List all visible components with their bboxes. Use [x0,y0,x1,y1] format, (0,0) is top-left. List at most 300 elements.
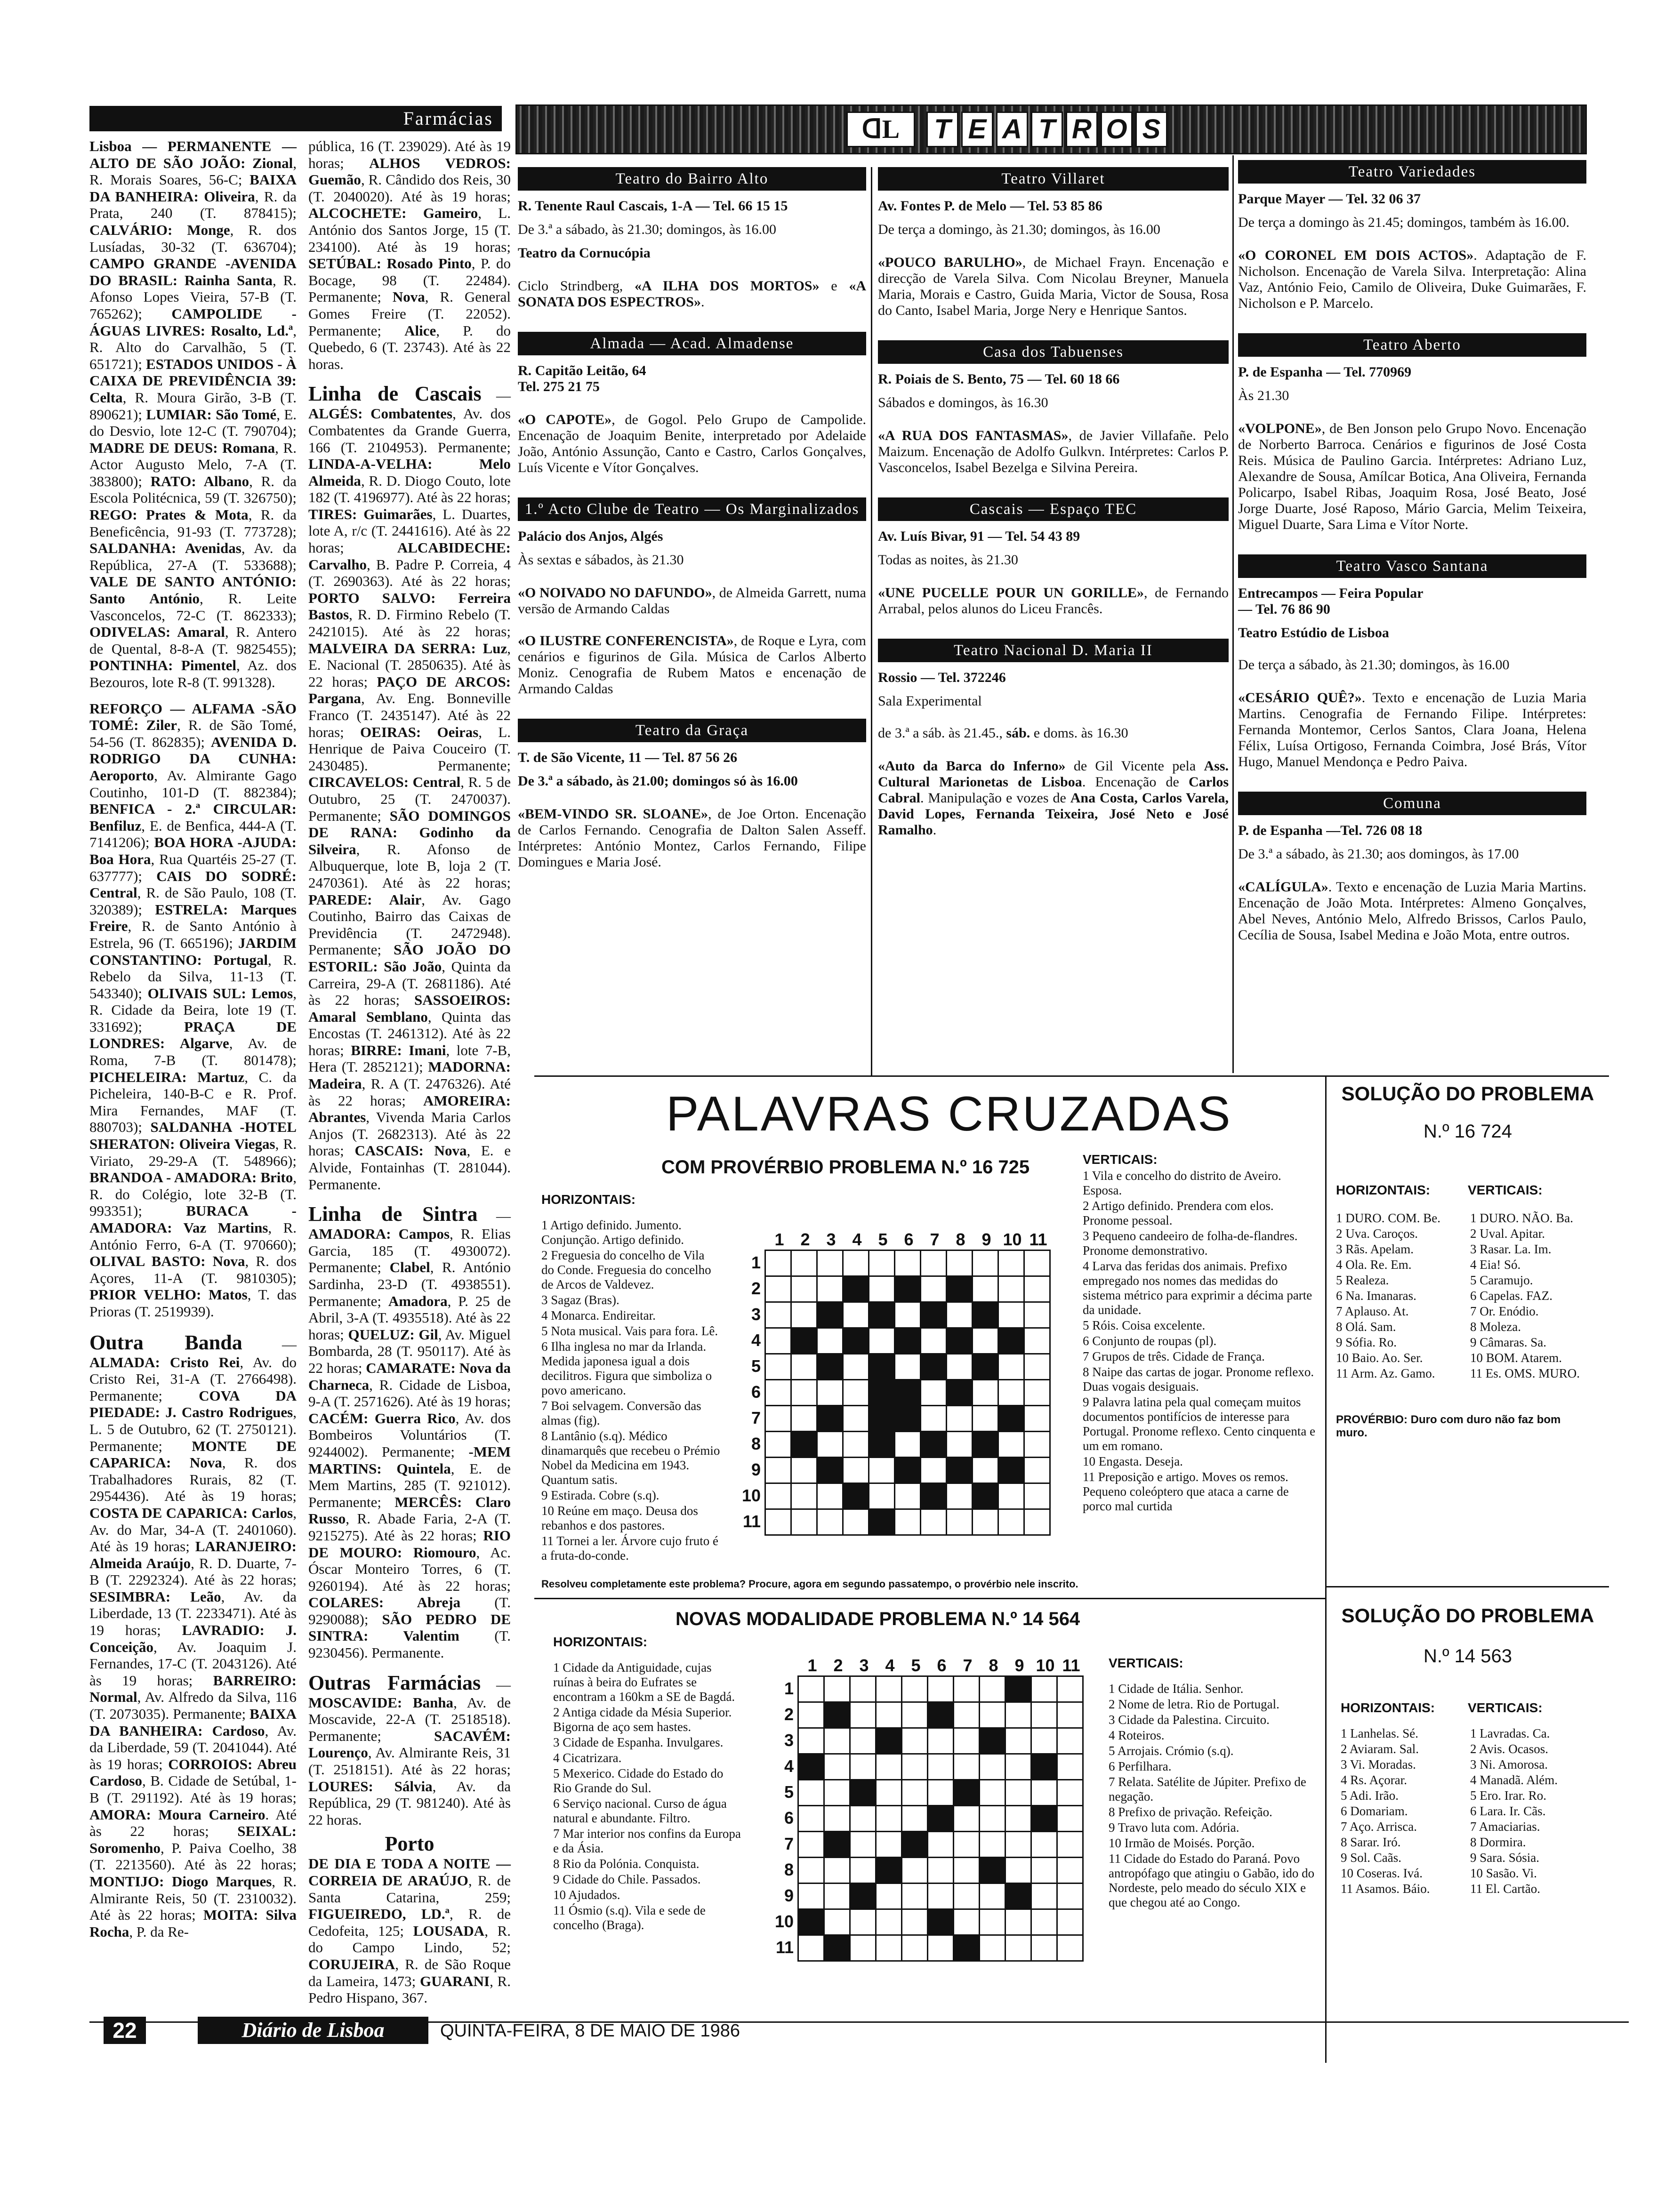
grid-cell[interactable] [765,1458,791,1483]
grid-black-cell [1031,1754,1057,1780]
grid-cell[interactable] [843,1380,869,1406]
grid-row-number: 11 [775,1938,794,1957]
grid-cell[interactable] [928,1728,954,1754]
grid-cell[interactable] [928,1935,954,1961]
grid-cell[interactable] [1057,1702,1083,1728]
grid-cell[interactable] [1057,1832,1083,1858]
solution-item: 4 Manadã. Além. [1470,1773,1558,1787]
grid-cell[interactable] [928,1883,954,1909]
grid-black-cell [998,1458,1024,1483]
clue-item: 4 Roteiros. [1109,1728,1165,1742]
grid-black-cell [869,1302,895,1328]
grid-cell[interactable] [902,1909,928,1935]
grid-black-cell [947,1328,973,1354]
grid-cell[interactable] [998,1509,1024,1535]
grid-cell[interactable] [850,1754,876,1780]
grid-cell[interactable] [921,1406,947,1432]
grid-cell[interactable] [876,1780,902,1806]
grid-row-number: 1 [784,1679,794,1698]
grid-cell[interactable] [921,1250,947,1276]
grid-cell[interactable] [1057,1935,1083,1961]
grid-black-cell [947,1276,973,1302]
grid-cell[interactable] [1024,1302,1050,1328]
grid-cell[interactable] [850,1832,876,1858]
grid-cell[interactable] [765,1483,791,1509]
grid-cell[interactable] [798,1676,824,1702]
grid-cell[interactable] [765,1432,791,1458]
grid-cell[interactable] [1031,1909,1057,1935]
grid-cell[interactable] [824,1806,850,1832]
grid-black-cell [824,1702,850,1728]
clue-item: 1 Vila e concelho do distrito de Aveiro. Esposa. [1083,1169,1281,1197]
grid-cell[interactable] [954,1858,980,1883]
grid-cell[interactable] [798,1806,824,1832]
grid-cell[interactable] [895,1509,921,1535]
grid-cell[interactable] [980,1702,1005,1728]
grid-cell[interactable] [980,1832,1005,1858]
grid-cell[interactable] [798,1780,824,1806]
theatre-listing [878,497,1229,617]
grid-cell[interactable] [798,1935,824,1961]
grid-cell[interactable] [1005,1858,1031,1883]
grid-cell[interactable] [954,1676,980,1702]
grid-cell[interactable] [998,1380,1024,1406]
solution-item: 5 Adi. Irão. [1341,1788,1399,1803]
solution-item: 4 Eia! Só. [1470,1258,1521,1272]
grid-cell[interactable] [1024,1354,1050,1380]
grid-column-number: 3 [859,1656,869,1675]
solution-item: 3 Ni. Amorosa. [1470,1757,1548,1771]
clue-item: 9 Palavra latina pela qual começam muitos documentos pontifícios de interesse para Portugal. Pronome reflexo. Cento cinquenta e um em romano. [1083,1395,1316,1453]
grid-cell[interactable] [817,1483,843,1509]
grid-row-number: 2 [751,1279,761,1298]
grid-cell[interactable] [817,1250,843,1276]
grid-cell[interactable] [998,1354,1024,1380]
theatre-play: «POUCO BARULHO», de Michael Frayn. Encenação e direcção de Varela Silva. Com Nicolau Breyner, Manuela Maria, Morais e Castro, Guida Maria, Victor de Sousa, Rosa do Canto, Isabel Maria, Jorge Nery e Henrique Santos. [878,255,1229,318]
grid-row-number: 5 [751,1356,761,1376]
grid-cell[interactable] [921,1328,947,1354]
grid-cell[interactable] [947,1483,973,1509]
theatre-address: P. de Espanha —Tel. 726 08 18 [1238,823,1423,838]
grid-cell[interactable] [947,1509,973,1535]
theatre-listing [878,167,1229,319]
grid-cell[interactable] [1031,1702,1057,1728]
grid-cell[interactable] [998,1302,1024,1328]
grid-black-cell [921,1483,947,1509]
grid-cell[interactable] [902,1754,928,1780]
clue-item: 4 Cicatrizara. [553,1751,622,1765]
grid-cell[interactable] [998,1250,1024,1276]
grid-cell[interactable] [1057,1858,1083,1883]
clue-item: 1 Cidade de Itália. Senhor. [1109,1682,1244,1696]
grid-black-cell [973,1432,998,1458]
grid-cell[interactable] [798,1858,824,1883]
theatre-schedule: Sala Experimental de 3.ª a sáb. às 21.45., sáb. e doms. às 16.30 [878,693,1128,741]
grid-cell[interactable] [824,1883,850,1909]
clue-item: 4 Larva das feridas dos animais. Prefixo empregado nos nomes das medidas do sistema métrico para exprimir a décima parte da unidade. [1083,1259,1312,1317]
grid-cell[interactable] [947,1250,973,1276]
theatre-address: R. Poiais de S. Bento, 75 — Tel. 60 18 66 [878,371,1120,387]
clue-item: 5 Nota musical. Vais para fora. Lê. [541,1324,718,1338]
grid-cell[interactable] [765,1328,791,1354]
solution-horizontais-list [1336,1211,1468,1382]
grid-row-number: 7 [784,1834,794,1853]
grid-cell[interactable] [876,1676,902,1702]
theatre-listing [518,497,866,697]
grid-cell[interactable] [1024,1406,1050,1432]
solution-title: SOLUÇÃO DO PROBLEMA [1341,1604,1594,1627]
grid-cell[interactable] [1031,1858,1057,1883]
grid-cell[interactable] [895,1250,921,1276]
grid-cell[interactable] [973,1458,998,1483]
solution-item: 1 Lanhelas. Sé. [1341,1726,1418,1740]
grid-cell[interactable] [1031,1728,1057,1754]
solution-item: 11 Es. OMS. MURO. [1470,1366,1580,1380]
theatre-play: «CESÁRIO QUÊ?». Texto e encenação de Luzia Maria Martins. Cenografia de Fernando Filipe. Intérpretes: Fernanda Montemor, Cerlos Santos, Clara Joana, Helena Félix, Luísa Ortigoso, Fernanda Coimbra, José Brás, Vítor Hugo, Manuel Mendonça e Pedro Paiva. [1238,690,1586,769]
grid-cell[interactable] [1005,1754,1031,1780]
grid-cell[interactable] [921,1276,947,1302]
grid-black-cell [947,1458,973,1483]
grid-cell[interactable] [1024,1509,1050,1535]
grid-black-cell [928,1806,954,1832]
grid-cell[interactable] [902,1676,928,1702]
grid-cell[interactable] [1057,1728,1083,1754]
solution-horizontais-list [1341,1726,1468,1897]
grid-cell[interactable] [798,1832,824,1858]
grid-cell[interactable] [973,1406,998,1432]
grid-cell[interactable] [850,1935,876,1961]
grid-cell[interactable] [973,1509,998,1535]
grid-cell[interactable] [902,1702,928,1728]
clue-item: 8 Naipe das cartas de jogar. Pronome reflexo. Duas vogais desiguais. [1083,1365,1314,1394]
grid-cell[interactable] [1005,1909,1031,1935]
grid-cell[interactable] [791,1458,817,1483]
clue-item: 3 Sagaz (Bras). [541,1293,619,1307]
grid-cell[interactable] [973,1250,998,1276]
farmacias-porto-title: Porto [385,1832,434,1856]
theatre-schedule: De terça a domingo às 21.45; domingos, também às 16.00. [1238,215,1570,230]
grid-cell[interactable] [1031,1780,1057,1806]
grid-column-number: 1 [807,1656,817,1675]
grid-cell[interactable] [928,1858,954,1883]
grid-black-cell [947,1380,973,1406]
grid-cell[interactable] [902,1806,928,1832]
clue-item: 11 Cidade do Estado do Paraná. Povo antropófago que atingiu o Gabão, ido do Nordeste, pelo meado do século XIX e que chegou até ao Congo. [1109,1851,1315,1909]
solution-1-panel [1325,1075,1609,1587]
grid-cell[interactable] [843,1509,869,1535]
grid-column-number: 10 [1003,1230,1022,1249]
crossword-title [666,1086,1232,1142]
grid-row-number: 10 [741,1486,761,1505]
grid-cell[interactable] [902,1935,928,1961]
grid-cell[interactable] [947,1302,973,1328]
crossword-1-panel [534,1075,1325,1599]
grid-cell[interactable] [876,1832,902,1858]
solution-horizontais-label: HORIZONTAIS: [1341,1700,1435,1715]
grid-row-number: 3 [751,1305,761,1324]
grid-cell[interactable] [869,1250,895,1276]
theatre-schedule: Teatro Estúdio de Lisboa De terça a sábado, às 21.30; domingos, às 16.00 [1238,625,1510,673]
grid-cell[interactable] [998,1276,1024,1302]
grid-column-number: 6 [937,1656,947,1675]
grid-cell[interactable] [980,1806,1005,1832]
grid-cell[interactable] [869,1276,895,1302]
grid-cell[interactable] [980,1909,1005,1935]
grid-cell[interactable] [973,1328,998,1354]
grid-cell[interactable] [895,1483,921,1509]
clue-item: 10 Reúne em maço. Deusa dos rebanhos e dos pastores. [541,1504,698,1532]
teatros-column-1 [518,167,866,892]
grid-cell[interactable] [824,1676,850,1702]
grid-cell[interactable] [895,1302,921,1328]
grid-cell[interactable] [824,1909,850,1935]
grid-cell[interactable] [791,1354,817,1380]
clue-item: 7 Boi selvagem. Conversão das almas (fig). [541,1399,701,1427]
grid-cell[interactable] [798,1702,824,1728]
grid-cell[interactable] [1031,1832,1057,1858]
grid-cell[interactable] [850,1702,876,1728]
grid-cell[interactable] [869,1458,895,1483]
solution-item: 8 Sarar. Iró. [1341,1835,1401,1849]
grid-cell[interactable] [928,1754,954,1780]
grid-cell[interactable] [980,1676,1005,1702]
grid-cell[interactable] [817,1276,843,1302]
grid-cell[interactable] [998,1432,1024,1458]
grid-cell[interactable] [1057,1883,1083,1909]
theatre-name: Teatro Villaret [878,167,1229,191]
grid-cell[interactable] [954,1728,980,1754]
grid-cell[interactable] [817,1328,843,1354]
grid-black-cell [817,1406,843,1432]
clue-item: 9 Travo luta com. Adória. [1109,1820,1239,1835]
theatre-name: Cascais — Espaço TEC [878,497,1229,521]
theatre-schedule: De 3.ª a sábado, às 21.30; aos domingos, às 17.00 [1238,846,1519,862]
grid-cell[interactable] [921,1458,947,1483]
solution-item: 2 Uval. Apitar. [1470,1226,1545,1241]
teatros-letter: T [926,112,958,147]
solution-item: 9 Sol. Caãs. [1341,1851,1402,1865]
grid-black-cell [843,1483,869,1509]
clue-item: 6 Perfilhara. [1109,1759,1172,1773]
grid-cell[interactable] [798,1883,824,1909]
grid-cell[interactable] [998,1483,1024,1509]
grid-cell[interactable] [921,1509,947,1535]
grid-cell[interactable] [902,1858,928,1883]
grid-cell[interactable] [1005,1832,1031,1858]
grid-cell[interactable] [791,1380,817,1406]
grid-black-cell [1005,1676,1031,1702]
grid-cell[interactable] [1024,1458,1050,1483]
grid-cell[interactable] [1005,1702,1031,1728]
theatre-listing [878,639,1229,838]
grid-cell[interactable] [1005,1935,1031,1961]
grid-cell[interactable] [895,1432,921,1458]
grid-cell[interactable] [902,1728,928,1754]
grid-cell[interactable] [843,1302,869,1328]
grid-cell[interactable] [1024,1328,1050,1354]
grid-black-cell [869,1509,895,1535]
grid-cell[interactable] [791,1483,817,1509]
grid-cell[interactable] [980,1780,1005,1806]
grid-cell[interactable] [947,1432,973,1458]
grid-cell[interactable] [1031,1883,1057,1909]
farmacias-outras-text: Outras Farmácias — MOSCAVIDE: Banha, Av. de Moscavide, 22-A (T. 2518518). Permanente; SACAVÉM: Lourenço, Av. Almirante Reis, 31 (T. 2518151). Até às 22 horas; LOURES: Sálvia, Av. da República, 29 (T. 981240). Até às 22 horas. [308,1671,511,1828]
grid-cell[interactable] [1024,1432,1050,1458]
grid-cell[interactable] [954,1909,980,1935]
theatre-play: Ciclo Strindberg, «A ILHA DOS MORTOS» e «A SONATA DOS ESPECTROS». [518,278,866,310]
grid-cell[interactable] [765,1509,791,1535]
grid-cell[interactable] [850,1728,876,1754]
solution-item: 5 Ero. Irar. Ro. [1470,1788,1546,1803]
grid-cell[interactable] [876,1702,902,1728]
solution-item: 10 Coseras. Ivá. [1341,1866,1423,1880]
grid-cell[interactable] [921,1380,947,1406]
grid-cell[interactable] [895,1354,921,1380]
grid-cell[interactable] [980,1754,1005,1780]
grid-cell[interactable] [765,1250,791,1276]
grid-cell[interactable] [1005,1806,1031,1832]
grid-cell[interactable] [850,1806,876,1832]
grid-cell[interactable] [824,1780,850,1806]
theatre-address: T. de São Vicente, 11 — Tel. 87 56 26 [518,750,738,765]
grid-column-number: 6 [904,1230,914,1249]
column-divider [1232,155,1234,1073]
grid-cell[interactable] [824,1858,850,1883]
grid-row-number: 1 [751,1253,761,1272]
grid-black-cell [954,1935,980,1961]
grid-cell[interactable] [843,1406,869,1432]
grid-cell[interactable] [791,1302,817,1328]
grid-cell[interactable] [1031,1676,1057,1702]
grid-black-cell [791,1432,817,1458]
grid-cell[interactable] [1057,1676,1083,1702]
grid-cell[interactable] [954,1883,980,1909]
grid-cell[interactable] [791,1509,817,1535]
grid-cell[interactable] [876,1754,902,1780]
grid-cell[interactable] [843,1250,869,1276]
grid-cell[interactable] [1024,1380,1050,1406]
grid-black-cell [817,1458,843,1483]
grid-cell[interactable] [947,1354,973,1380]
grid-cell[interactable] [1057,1780,1083,1806]
grid-black-cell [895,1328,921,1354]
grid-column-number: 8 [956,1230,965,1249]
horizontais-label: HORIZONTAIS: [541,1192,636,1207]
solution-verticais-label: VERTICAIS: [1468,1700,1543,1715]
grid-cell[interactable] [973,1276,998,1302]
grid-black-cell [876,1728,902,1754]
grid-cell[interactable] [973,1380,998,1406]
grid-cell[interactable] [928,1832,954,1858]
grid-cell[interactable] [843,1432,869,1458]
grid-cell[interactable] [791,1406,817,1432]
solution-item: 8 Dormira. [1470,1835,1526,1849]
grid-cell[interactable] [876,1806,902,1832]
crossword-grid-2 [772,1656,1084,1962]
grid-cell[interactable] [876,1909,902,1935]
grid-cell[interactable] [765,1302,791,1328]
solution-item: 7 Amaciarias. [1470,1819,1540,1834]
grid-cell[interactable] [1057,1754,1083,1780]
grid-cell[interactable] [1005,1728,1031,1754]
grid-cell[interactable] [928,1676,954,1702]
grid-row-number: 8 [784,1860,794,1879]
grid-cell[interactable] [850,1676,876,1702]
grid-cell[interactable] [824,1754,850,1780]
grid-cell[interactable] [765,1380,791,1406]
grid-cell[interactable] [876,1935,902,1961]
horizontais-clues [541,1218,720,1564]
theatre-name: 1.º Acto Clube de Teatro — Os Marginalizados [518,497,866,521]
grid-row-number: 9 [784,1886,794,1905]
grid-cell[interactable] [765,1276,791,1302]
grid-cell[interactable] [843,1458,869,1483]
grid-cell[interactable] [954,1754,980,1780]
grid-cell[interactable] [928,1780,954,1806]
solution-item: 10 BOM. Atarem. [1470,1351,1562,1365]
grid-cell[interactable] [954,1806,980,1832]
grid-cell[interactable] [1024,1250,1050,1276]
grid-cell[interactable] [1024,1483,1050,1509]
grid-cell[interactable] [902,1780,928,1806]
grid-cell[interactable] [980,1883,1005,1909]
grid-cell[interactable] [817,1380,843,1406]
grid-cell[interactable] [947,1406,973,1432]
crossword-2-title: NOVAS MODALIDADE PROBLEMA N.º 14 564 [676,1609,1080,1629]
grid-cell[interactable] [791,1250,817,1276]
theatre-listing [518,719,866,870]
grid-cell[interactable] [798,1728,824,1754]
clue-item: 11 Ósmio (s.q). Vila e sede de concelho (Braga). [553,1903,706,1932]
solution-item: 3 Rãs. Apelam. [1336,1242,1414,1256]
grid-black-cell [1005,1883,1031,1909]
grid-cell[interactable] [876,1883,902,1909]
solution-item: 9 Sófia. Ro. [1336,1335,1397,1349]
teatros-column-2 [878,167,1229,860]
grid-cell[interactable] [765,1406,791,1432]
grid-cell[interactable] [1057,1806,1083,1832]
grid-cell[interactable] [902,1883,928,1909]
grid-cell[interactable] [869,1328,895,1354]
grid-cell[interactable] [850,1858,876,1883]
teatros-letter: A [996,112,1028,147]
grid-cell[interactable] [791,1276,817,1302]
grid-cell[interactable] [850,1909,876,1935]
grid-cell[interactable] [980,1935,1005,1961]
crossword-grid [764,1250,1051,1536]
grid-cell[interactable] [817,1509,843,1535]
grid-cell[interactable] [954,1702,980,1728]
grid-cell[interactable] [765,1354,791,1380]
grid-cell[interactable] [1005,1780,1031,1806]
grid-cell[interactable] [843,1354,869,1380]
grid-black-cell [980,1858,1005,1883]
theatre-address: Parque Mayer — Tel. 32 06 37 [1238,191,1421,207]
grid-cell[interactable] [817,1432,843,1458]
grid-cell[interactable] [1057,1909,1083,1935]
grid-black-cell [895,1380,921,1406]
page-number: 22 [104,2017,146,2044]
grid-cell[interactable] [869,1483,895,1509]
solution-item: 5 Realeza. [1336,1273,1389,1287]
grid-cell[interactable] [1024,1276,1050,1302]
grid-row-number: 11 [742,1512,761,1531]
grid-cell[interactable] [954,1832,980,1858]
grid-cell[interactable] [1031,1935,1057,1961]
grid-black-cell [998,1406,1024,1432]
teatros-letter: O [1101,112,1133,147]
grid-cell[interactable] [824,1728,850,1754]
